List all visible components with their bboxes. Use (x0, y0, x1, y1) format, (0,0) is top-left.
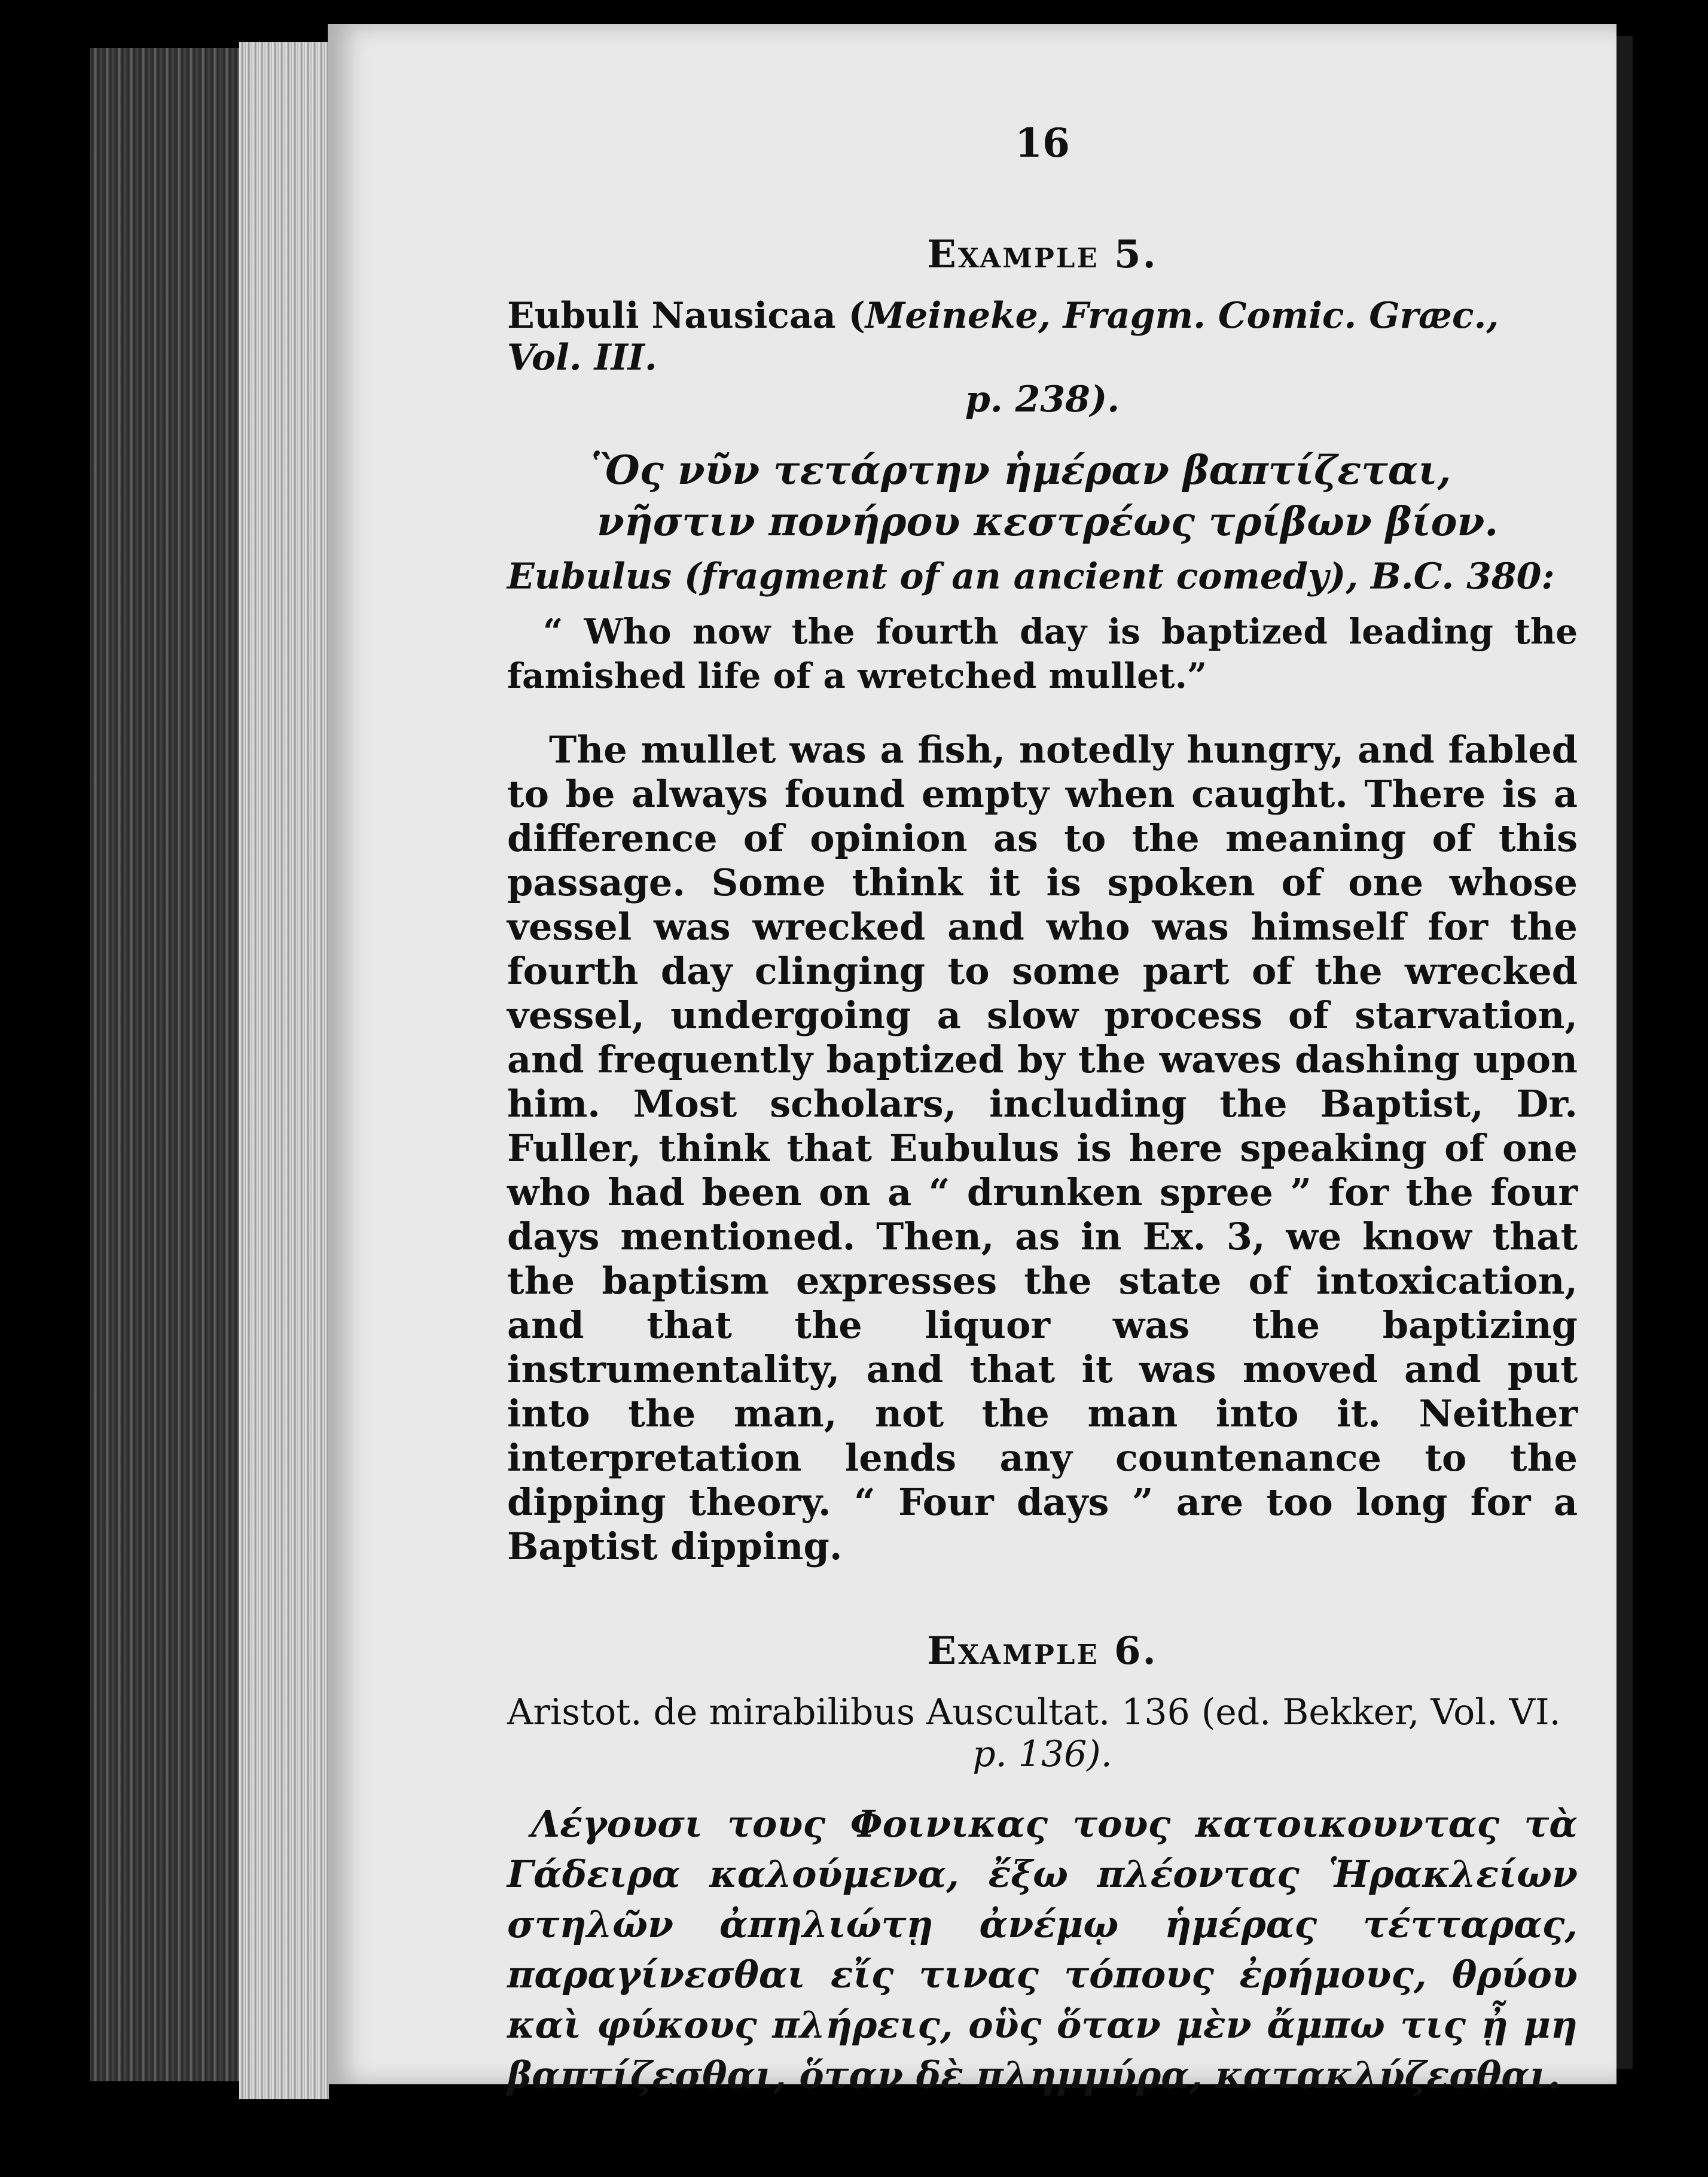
greek-verse (507, 444, 1578, 547)
page-shadow (1615, 36, 1633, 2069)
example-6-citation (507, 1691, 1578, 1775)
greek-passage: Λέγουσι τους Φοινικας τους κατοικουντας τὰ Γάδειρα καλούμενα, ἔξω πλέοντας Ἡρακλείων στηλῶν ἀπηλιώτῃ ἀνέμῳ ἡμέρας τέτταρας, παραγίνεσθαι εἴς τινας τόπους ἐρήμους, θρύου καὶ φύκους πλήρεις, οὓς ὅταν μὲν ἄμπω τις ᾖ μη βαπτίζεσθαι, ὅταν δὲ πλημμύρα, κατακλύζεσθαι. (507, 1802, 1578, 2097)
book-binding-edge (90, 48, 245, 2081)
example-6-heading: Example 6. (927, 1629, 1158, 1673)
greek-verse-line-1: Ὃς νῦν τετάρτην ἡμέραν βαπτίζεται, (591, 447, 1451, 493)
citation-page: p. 136). (972, 1733, 1112, 1775)
citation-reference: Meineke, Fragm. Comic. Græc., Vol. III. (507, 295, 1499, 379)
citation-page: p. 238). (965, 379, 1120, 420)
page-stack-edge (239, 42, 329, 2099)
example-5-heading: Example 5. (927, 232, 1158, 277)
book-page (328, 24, 1616, 2097)
page-text (507, 120, 1578, 2100)
example-5-translation: “ Who now the fourth day is baptized leading the famished life of a wretched mullet.” (507, 611, 1578, 696)
citation-prefix: Eubuli Nausicaa ( (507, 295, 865, 337)
greek-verse-line-2: νῆστιν πονήρου κεστρέως τρίβων βίον. (597, 498, 1499, 545)
citation-line-1: Aristot. de mirabilibus Auscultat. 136 (ed. Bekker, Vol. VI. (507, 1691, 1561, 1733)
example-5-commentary: The mullet was a fish, notedly hungry, and fabled to be always found empty when caught. There is a difference of opinion as to the meaning of this passage. Some think it is spoken of one whose vessel was wrecked and who was himself for the fourth day clinging to some part of the wrecked vessel, undergoing a slow process of starvation, and frequently baptized by the waves dashing upon him. Most scholars, including the Baptist, Dr. Fuller, think that Eubulus is here speaking of one who had been on a “ drunken spree ” for the four days mentioned. Then, as in Ex. 3, we know that the baptism expresses the state of intoxication, and that the liquor was the baptizing instrumentality, and that it was moved and put into the man, not the man into it. Neither interpretation lends any countenance to the dipping theory. “ Four days ” are too long for a Baptist dipping. (507, 728, 1578, 1568)
page-number: 16 (1015, 120, 1070, 166)
example-5-citation (507, 295, 1578, 420)
example-5-attribution: Eubulus (fragment of an ancient comedy), B.C. 380: (507, 556, 1555, 597)
